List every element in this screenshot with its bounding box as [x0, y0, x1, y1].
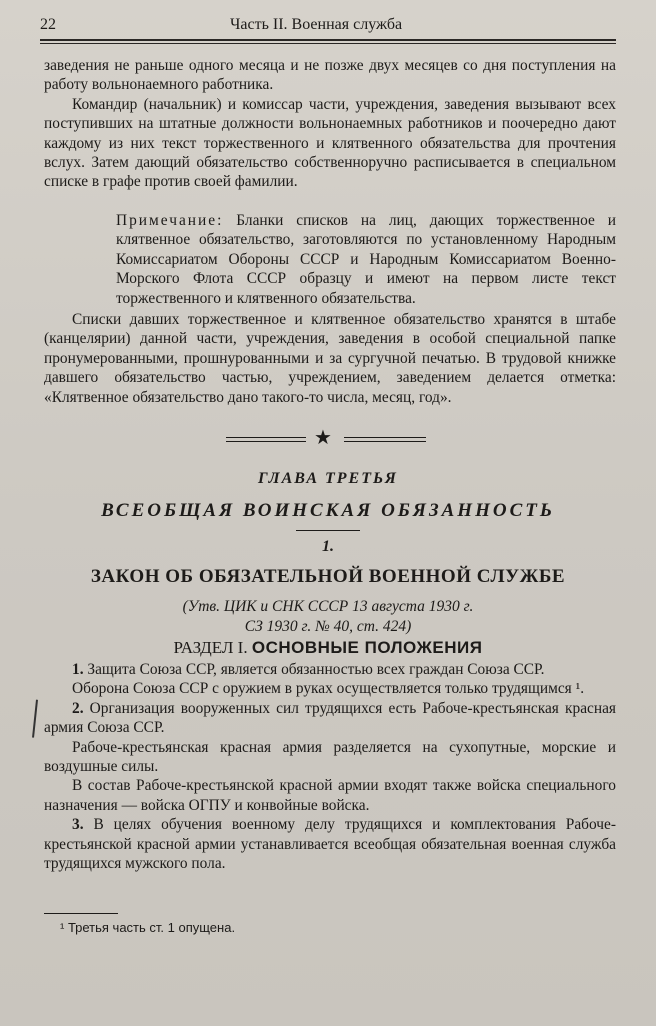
article-number: 1. — [72, 661, 84, 678]
note-label: Примечание: — [116, 212, 224, 229]
footnote: ¹ Третья часть ст. 1 опущена. — [60, 920, 236, 935]
margin-mark — [32, 700, 44, 739]
law-source: СЗ 1930 г. № 40, ст. 424) — [244, 618, 412, 635]
article — [44, 776, 616, 815]
article-text: Оборона Союза ССР с оружием в руках осуществляется только трудящимся ¹. — [72, 680, 585, 698]
section-heading — [0, 638, 656, 658]
chapter-title: ВСЕОБЩАЯ ВОИНСКАЯ ОБЯЗАННОСТЬ — [101, 500, 555, 521]
divider-line-left — [226, 441, 306, 442]
section-prefix: РАЗДЕЛ I. — [173, 638, 248, 657]
header-rule — [40, 39, 616, 41]
article — [44, 699, 616, 738]
chapter-rule — [296, 530, 360, 531]
articles — [44, 660, 616, 873]
footnote-rule — [44, 913, 118, 914]
article-text: Рабоче-крестьянская красная армия разделяется на сухопутные, морские и воздушные силы. — [44, 738, 616, 776]
section-title: ОСНОВНЫЕ ПОЛОЖЕНИЯ — [251, 638, 483, 657]
article-text: Защита Союза ССР, является обязанностью всех граждан Союза ССР. — [83, 661, 545, 678]
paragraph: заведения не раньше одного месяца и не позже двух месяцев со дня поступления на работу вольнонаемного работника. — [44, 57, 616, 94]
section-divider — [226, 425, 426, 449]
article-text: В целях обучения военному делу трудящихся и комплектования Рабоче-крестьянской красной армии устанавливается всеобщая обязательная военная служба трудящихся мужского пола. — [44, 816, 616, 873]
star-icon: ★ — [314, 425, 332, 449]
note-text: Бланки списков на лиц, дающих торжественное и клятвенное обязательство, заготовляются по установленному Народным Комиссариатом Обороны СССР и Народным Комиссариатом Военно-Морского Флота СССР образцу и имеют на первом листе текст торжественного и клятвенного обязательства. — [116, 212, 616, 307]
article — [44, 660, 616, 679]
article-number: 2. — [72, 699, 84, 717]
divider-line-left — [226, 437, 306, 438]
note — [116, 211, 616, 308]
storage-text — [44, 310, 616, 407]
article-number: 3. — [72, 816, 84, 834]
page-number: 22 — [40, 16, 56, 33]
header-rule-thin — [40, 43, 616, 44]
article-text: Организация вооруженных сил трудящихся есть Рабоче-крестьянская красная армия Союза ССР. — [44, 699, 616, 737]
page-header — [40, 14, 616, 36]
paragraph: Списки давших торжественное и клятвенное обязательство хранятся в штабе (канцелярии) данной части, учреждения, заведения в особой специальной папке пронумерованными, прошнурованными и за сургучной печатью. В трудовой книжке давшего обязательство частью, учреждением, заведением делается отметка: «Клятвенное обязательство дано такого-то числа, месяц, год». — [44, 311, 616, 406]
law-source: (Утв. ЦИК и СНК СССР 13 августа 1930 г. — [182, 598, 474, 615]
article — [44, 815, 616, 873]
law-title: ЗАКОН ОБ ОБЯЗАТЕЛЬНОЙ ВОЕННОЙ СЛУЖБЕ — [90, 566, 566, 587]
law-number: 1. — [322, 538, 334, 555]
chapter-label: ГЛАВА ТРЕТЬЯ — [258, 470, 398, 487]
intro-text — [44, 56, 616, 192]
paragraph: Командир (начальник) и комиссар части, учреждения, заведения вызывают всех поступивших на штатные должности вольнонаемных работников и поочередно дают каждому из них текст торжественного и клятвенного обязательства для прочтения вслух. Затем дающий обязательство собственноручно расписывается в специальном списке в графе против своей фамилии. — [44, 95, 616, 191]
article — [44, 738, 616, 777]
article — [44, 679, 616, 698]
divider-line-right — [344, 437, 426, 438]
article-text: В состав Рабоче-крестьянской красной армии входят также войска специального назначения — войска ОГПУ и конвойные войска. — [44, 777, 616, 814]
running-title: Часть II. Военная служба — [230, 16, 403, 33]
divider-line-right — [344, 441, 426, 442]
